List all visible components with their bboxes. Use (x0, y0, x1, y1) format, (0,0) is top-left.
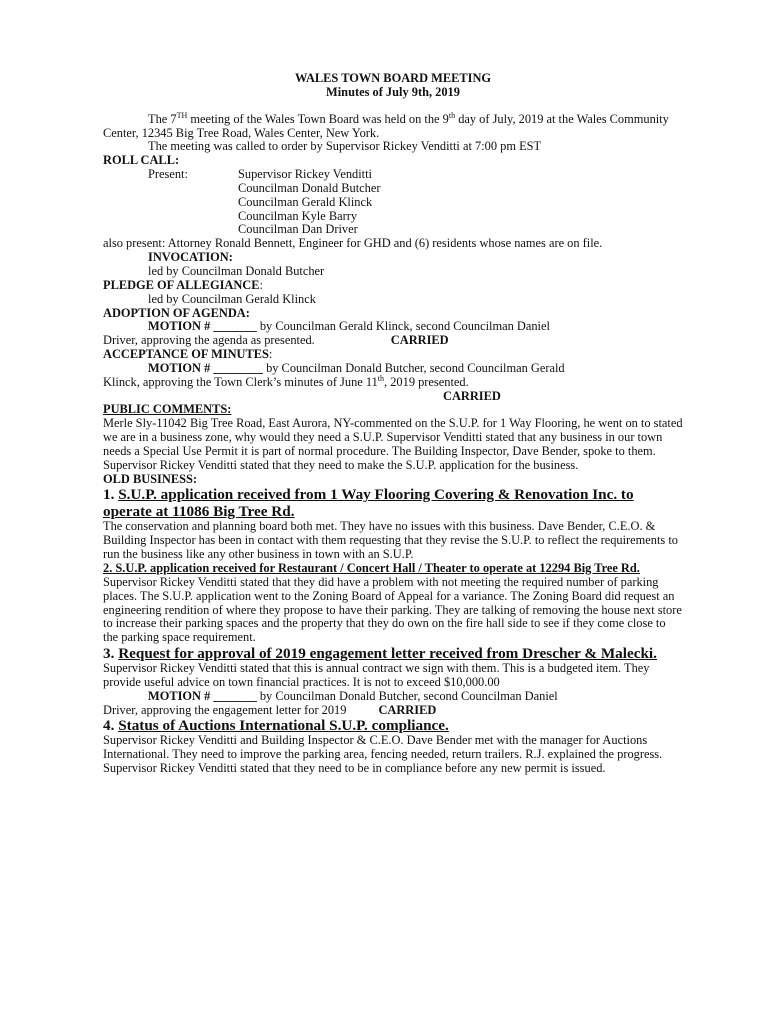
carried-label: CARRIED (443, 388, 501, 403)
item-2-title: 2. S.U.P. application received for Restaurant / Concert Hall / Theater to operate at 12294 Big Tree Rd. (103, 561, 640, 575)
roll-member: Supervisor Rickey Venditti (238, 167, 372, 182)
minutes-heading: ACCEPTANCE OF MINUTES: (103, 347, 273, 362)
item-1-body: The conservation and planning board both met. They have no issues with this business. Dave Bender, C.E.O. & Building Inspector has been in contact with them requesting that they revise the S.U.P. to reflect the requirements to run the business like any other business in town with an S.U.P. (103, 519, 678, 562)
pledge-heading: PLEDGE OF ALLEGIANCE: (103, 277, 263, 292)
agenda-heading: ADOPTION OF AGENDA: (103, 305, 250, 320)
pledge-text: led by Councilman Gerald Klinck (148, 291, 316, 306)
roll-call-present (103, 168, 683, 182)
item-1-title: 1. S.U.P. application received from 1 Way Flooring Covering & Renovation Inc. to operate at 11086 Big Tree Rd. (103, 486, 634, 521)
agenda-motion-line: MOTION # _______ by Councilman Gerald Klinck, second Councilman Daniel (148, 319, 550, 334)
item-4-title: 4. Status of Auctions International S.U.P. compliance. (103, 717, 449, 735)
public-comments-heading: PUBLIC COMMENTS: (103, 402, 232, 417)
old-business-heading: OLD BUSINESS: (103, 471, 197, 486)
roll-call-heading: ROLL CALL: (103, 153, 180, 168)
item-2-body: Supervisor Rickey Venditti stated that they did have a problem with not meeting the required number of parking places. The S.U.P. application went to the Zoning Board of Appeal for a variance. The Zoning Board did request an engineering rendition of where they propose to have their parking. They are talking of removing the house next store to increase their parking spaces and the property that they do own on the fire hall side to see if they come close to the parking space requirement. (103, 574, 682, 645)
item-3-title: 3. Request for approval of 2019 engagement letter received from Drescher & Malecki. (103, 645, 657, 663)
document-subtitle: Minutes of July 9th, 2019 (326, 84, 460, 99)
item-4-body: Supervisor Rickey Venditti and Building Inspector & C.E.O. Dave Bender met with the manager for Auctions International. They need to improve the parking area, fencing needed, return trailers. R.J. explained the progress. Supervisor Rickey Venditti stated that they need to be in compliance before any new permit is issued. (103, 733, 663, 776)
intro-paragraph: The 7TH meeting of the Wales Town Board was held on the 9th day of July, 2019 at the Wales Community Center, 12345 Big Tree Road, Wales Center, New York. (103, 110, 669, 140)
invocation-text: led by Councilman Donald Butcher (148, 263, 325, 278)
carried-label: CARRIED (390, 333, 449, 348)
roll-member: Councilman Dan Driver (238, 222, 358, 237)
call-to-order: The meeting was called to order by Supervisor Rickey Venditti at 7:00 pm EST (148, 139, 542, 154)
meeting-minutes (103, 72, 683, 776)
item-3-motion-line: MOTION # _______ by Councilman Donald Butcher, second Councilman Daniel (148, 688, 558, 703)
roll-member: Councilman Gerald Klinck (238, 194, 373, 209)
roll-member: Councilman Kyle Barry (238, 208, 358, 223)
minutes-motion-line: MOTION # ________ by Councilman Donald Butcher, second Councilman Gerald (148, 360, 565, 375)
minutes-motion-line2: Klinck, approving the Town Clerk’s minutes of June 11th, 2019 presented. (103, 373, 469, 389)
also-present: also present: Attorney Ronald Bennett, Engineer for GHD and (6) residents whose names are on file. (103, 236, 603, 251)
agenda-motion-line2: Driver, approving the agenda as presented. CARRIED (103, 333, 449, 348)
present-label: Present: (148, 167, 188, 182)
roll-member: Councilman Donald Butcher (238, 180, 381, 195)
public-comments-text: Merle Sly-11042 Big Tree Road, East Aurora, NY-commented on the S.U.P. for 1 Way Flooring, he went on to stated we are in a business zone, why would they need a S.U.P. Supervisor Venditti stated that any business in our town needs a Special Use Permit it is part of normal procedure. The Building Inspector, Dave Bender, spoke to them. Supervisor Rickey Venditti stated that they need to make the S.U.P. application for the business. (103, 416, 683, 472)
document-title: WALES TOWN BOARD MEETING (294, 71, 492, 85)
item-3-motion-line2: Driver, approving the engagement letter for 2019 CARRIED (103, 702, 437, 717)
invocation-heading: INVOCATION: (148, 250, 233, 265)
carried-label: CARRIED (378, 702, 437, 717)
item-3-body: Supervisor Rickey Venditti stated that this is annual contract we sign with them. This is a budgeted item. They provide useful advice on town financial practices. It is not to exceed $10,000.00 (103, 661, 650, 689)
